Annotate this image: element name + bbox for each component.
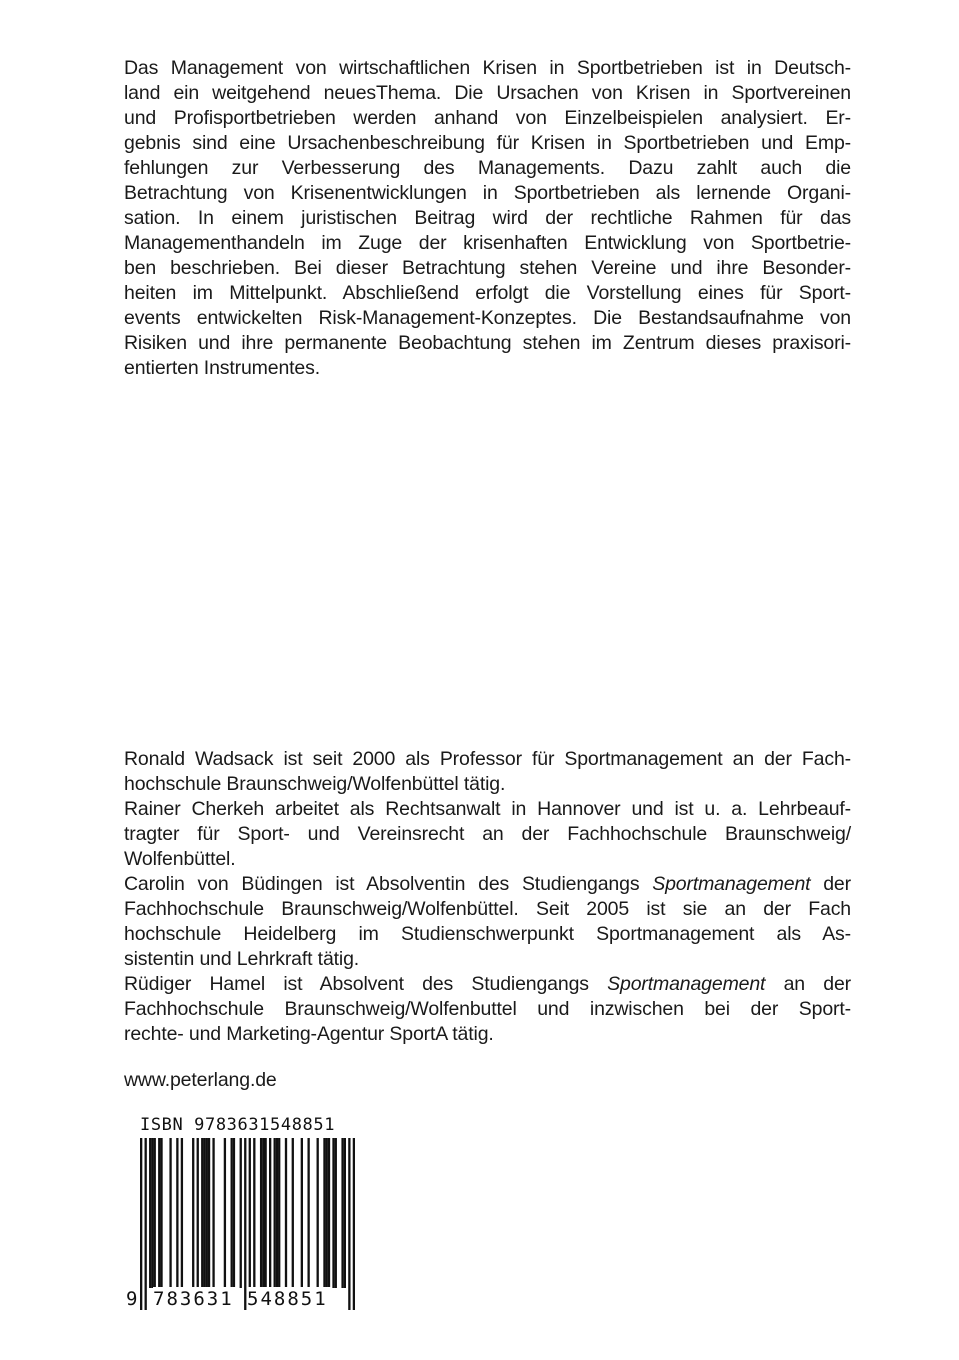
barcode-bar (181, 1138, 183, 1288)
barcode-bar (262, 1138, 264, 1288)
blurb-line: Das Management von wirtschaftlichen Krisen in Sportbetrieben ist in Deutsch- (124, 57, 851, 79)
barcode-bar (224, 1138, 226, 1288)
barcode-bar (344, 1138, 346, 1288)
bio-wadsack-line: Ronald Wadsack ist seit 2000 als Professor für Sportmanagement an der Fach- (124, 748, 851, 770)
barcode-bar (264, 1138, 266, 1288)
bio-buedingen-line: hochschule Heidelberg im Studienschwerpunkt Sportmanagement als As- (124, 923, 851, 945)
barcode-bar (151, 1138, 153, 1288)
blurb-line: heiten im Mittelpunkt. Abschließend erfolgt die Vorstellung eines für Sport- (124, 282, 851, 304)
barcode-bar (328, 1138, 330, 1288)
barcode-bar (332, 1138, 334, 1288)
bio-hamel-text: an der (765, 973, 851, 995)
barcode-bar (326, 1138, 328, 1288)
blurb-line: Managementhandeln im Zuge der krisenhaften Entwicklung von Sportbetrie- (124, 232, 851, 254)
barcode-bar (276, 1138, 278, 1288)
bio-hamel-text: Rüdiger Hamel ist Absolvent des Studiengangs (124, 973, 608, 995)
blurb-line: gebnis sind eine Ursachenbeschreibung für Krisen in Sportbetrieben und Emp- (124, 132, 851, 154)
barcode-bar (278, 1138, 280, 1288)
bio-wadsack-line: hochschule Braunschweig/Wolfenbüttel tätig. (124, 773, 506, 795)
barcode-bar (244, 1138, 246, 1310)
bio-buedingen-line: Fachhochschule Braunschweig/Wolfenbüttel. Seit 2005 ist sie an der Fach (124, 898, 851, 920)
barcode-bar (292, 1138, 294, 1288)
barcode-image (140, 1138, 355, 1310)
blurb-line: events entwickelten Risk-Management-Konzeptes. Die Bestandsaufnahme von (124, 307, 851, 329)
barcode-bar (203, 1138, 205, 1288)
barcode-bar (274, 1138, 276, 1288)
blurb-line: und Profisportbetrieben werden anhand von Einzelbeispielen analysiert. Er- (124, 107, 851, 129)
blurb-line: entierten Instrumentes. (124, 357, 320, 379)
barcode-bar (160, 1138, 162, 1288)
barcode-bar (158, 1138, 160, 1288)
bio-cherkeh-line: Wolfenbüttel. (124, 848, 236, 870)
barcode-bar (197, 1138, 199, 1288)
blurb-line: fehlungen zur Verbesserung des Managements. Dazu zahlt auch die (124, 157, 851, 179)
bio-buedingen-line (124, 872, 851, 897)
bio-hamel-line: rechte- und Marketing-Agentur SportA tätig. (124, 1023, 494, 1045)
barcode-bar (208, 1138, 210, 1288)
blurb-line: sation. In einem juristischen Beitrag wird der rechtliche Rahmen für das (124, 207, 851, 229)
barcode-bar (317, 1138, 319, 1288)
barcode-bar (285, 1138, 287, 1288)
barcode-bar (307, 1138, 309, 1288)
barcode-bar (212, 1138, 214, 1288)
bio-hamel-line: Fachhochschule Braunschweig/Wolfenbuttel und inzwischen bei der Sport- (124, 998, 851, 1020)
barcode-bar (169, 1138, 171, 1288)
barcode-bar (206, 1138, 208, 1288)
barcode-bar (233, 1138, 235, 1288)
barcode-bar (249, 1138, 251, 1310)
barcode-bar (353, 1138, 355, 1310)
program-name-italic: Sportmanagement (652, 873, 811, 895)
barcode-bar (140, 1138, 142, 1310)
bio-cherkeh-line: tragter für Sport- und Vereinsrecht an der Fachhochschule Braunschweig/ (124, 823, 851, 845)
ean-left-group: 783631 (153, 1287, 237, 1311)
barcode-bar (192, 1138, 194, 1288)
barcode-bar (260, 1138, 262, 1288)
blurb-line: Risiken und ihre permanente Beobachtung stehen im Zentrum dieses praxisori- (124, 332, 851, 354)
bio-buedingen-text: der (810, 873, 851, 895)
barcode-bar (201, 1138, 203, 1288)
blurb-line: Betrachtung von Krisenentwicklungen in Sportbetrieben als lernende Organi- (124, 182, 851, 204)
barcode-bar (348, 1138, 350, 1310)
ean-first-digit: 9 (126, 1288, 140, 1310)
barcode-bar (253, 1138, 255, 1288)
program-name-italic: Sportmanagement (607, 973, 766, 995)
barcode-bar (231, 1138, 233, 1288)
bio-buedingen-line: sistentin und Lehrkraft tätig. (124, 948, 360, 970)
publisher-website[interactable]: www.peterlang.de (124, 1069, 277, 1091)
barcode-bar (323, 1138, 325, 1288)
bio-cherkeh-line: Rainer Cherkeh arbeitet als Rechtsanwalt in Hannover und ist u. a. Lehrbeauf- (124, 798, 851, 820)
barcode-bar (301, 1138, 303, 1288)
barcode-bar (145, 1138, 147, 1310)
barcode-bar (149, 1138, 151, 1288)
barcode-bar (176, 1138, 178, 1288)
bio-buedingen-text: Carolin von Büdingen ist Absolventin des Studiengangs (124, 873, 653, 895)
barcode-bar (269, 1138, 271, 1288)
barcode-bar (335, 1138, 337, 1288)
blurb-line: land ein weitgehend neuesThema. Die Ursachen von Krisen in Sportvereinen (124, 82, 851, 104)
barcode-bar (341, 1138, 343, 1288)
blurb-line: ben beschrieben. Bei dieser Betrachtung stehen Vereine und ihre Besonder- (124, 257, 851, 279)
barcode-bar (154, 1138, 156, 1288)
barcode-bar (240, 1138, 242, 1288)
ean-right-group: 548851 (247, 1287, 331, 1311)
isbn-label: ISBN 9783631548851 (140, 1115, 336, 1135)
bio-hamel-line (124, 972, 851, 997)
